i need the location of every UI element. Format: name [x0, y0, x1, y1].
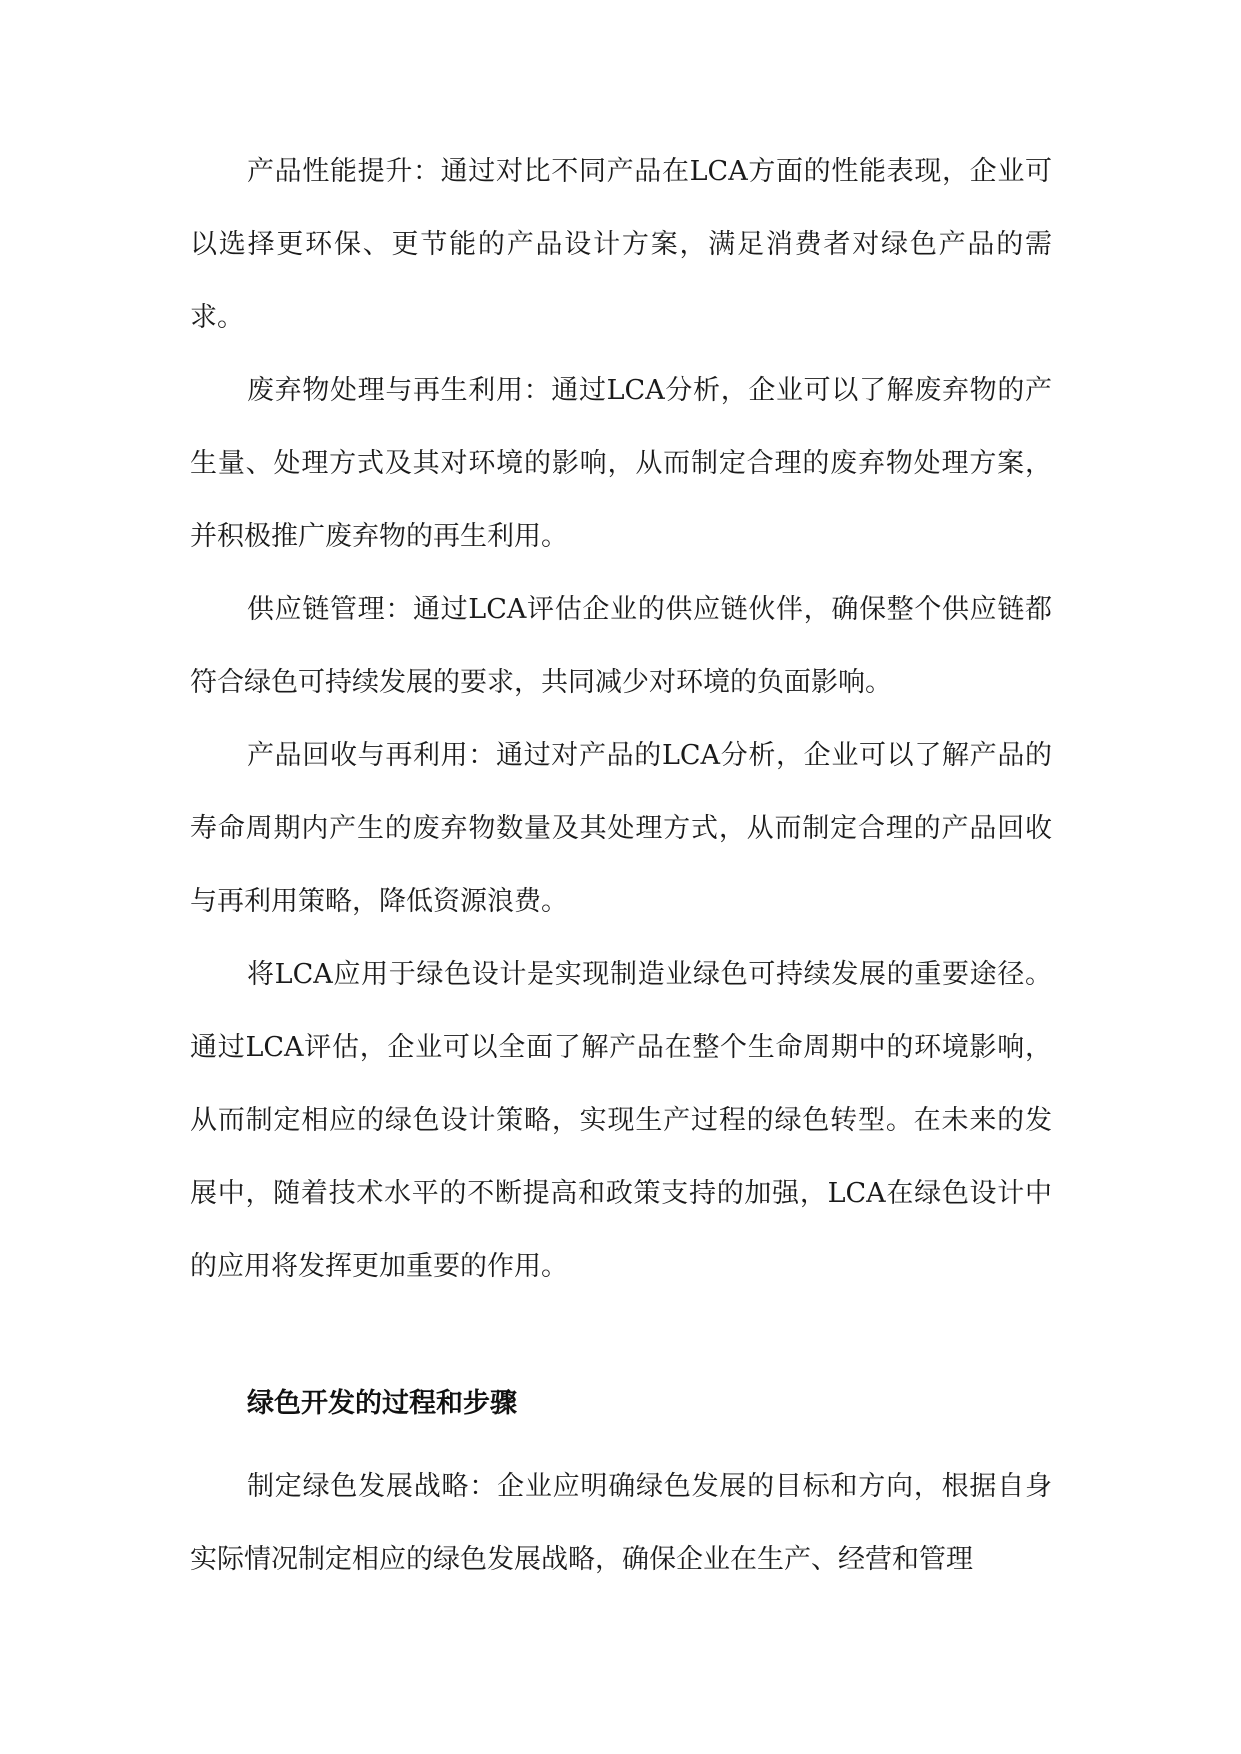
paragraph-lca-green-design: 将LCA应用于绿色设计是实现制造业绿色可持续发展的重要途径。通过LCA评估，企业可以全面了解产品在整个生命周期中的环境影响，从而制定相应的绿色设计策略，实现生产过程的绿色转型。在未来的发展中，随着技术水平的不断提高和政策支持的加强，LCA在绿色设计中的应用将发挥更加重要的作用。 — [190, 959, 1052, 1282]
paragraph-product-recovery: 产品回收与再利用：通过对产品的LCA分析，企业可以了解产品的寿命周期内产生的废弃物数量及其处理方式，从而制定合理的产品回收与再利用策略，降低资源浪费。 — [190, 740, 1052, 917]
paragraph-green-strategy: 制定绿色发展战略：企业应明确绿色发展的目标和方向，根据自身实际情况制定相应的绿色发展战略，确保企业在生产、经营和管理 — [190, 1471, 1052, 1575]
paragraph-product-performance: 产品性能提升：通过对比不同产品在LCA方面的性能表现，企业可以选择更环保、更节能的产品设计方案，满足消费者对绿色产品的需求。 — [190, 156, 1052, 333]
paragraph-waste-recycling: 废弃物处理与再生利用：通过LCA分析，企业可以了解废弃物的产生量、处理方式及其对环境的影响，从而制定合理的废弃物处理方案，并积极推广废弃物的再生利用。 — [190, 375, 1052, 552]
section-heading: 绿色开发的过程和步骤 — [247, 1388, 517, 1419]
paragraph-supply-chain: 供应链管理：通过LCA评估企业的供应链伙伴，确保整个供应链都符合绿色可持续发展的要求，共同减少对环境的负面影响。 — [190, 594, 1052, 698]
